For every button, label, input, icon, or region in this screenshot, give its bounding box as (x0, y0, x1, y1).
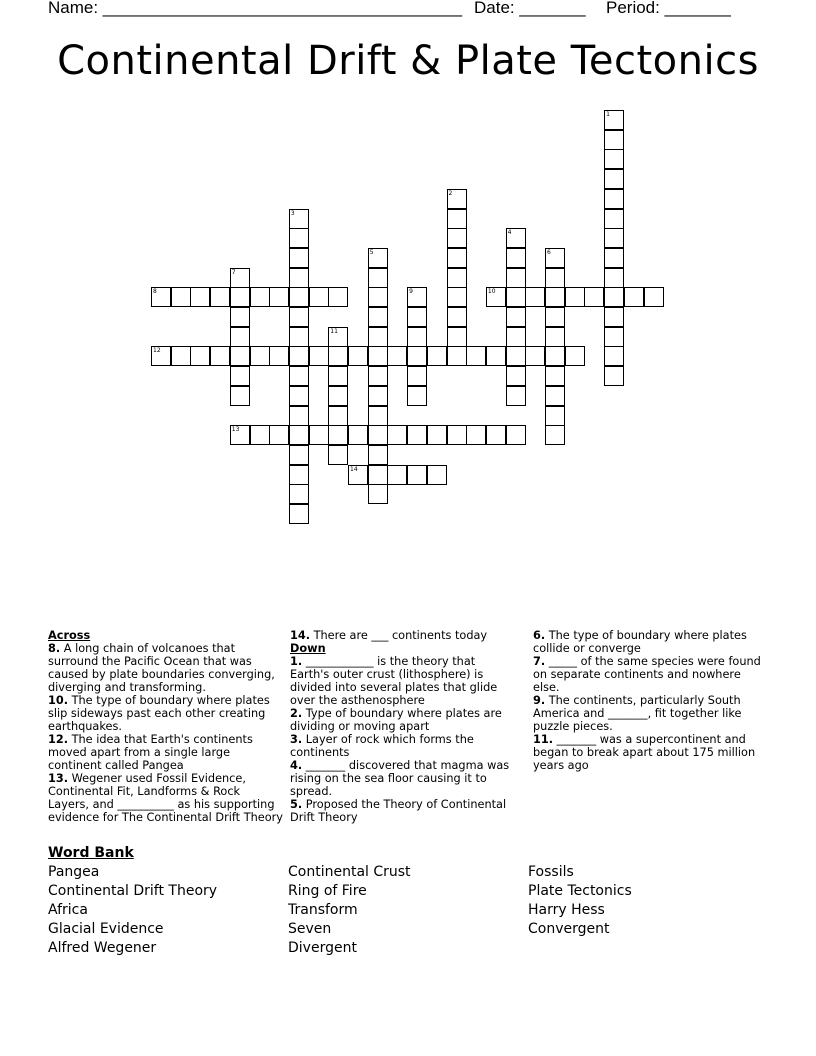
crossword-cell[interactable] (348, 425, 368, 445)
crossword-cell[interactable] (250, 425, 270, 445)
crossword-cell[interactable] (289, 386, 309, 406)
clue-number: 14 (350, 465, 358, 473)
crossword-cell[interactable] (506, 386, 526, 406)
crossword-cell[interactable] (368, 425, 388, 445)
page-title: Continental Drift & Plate Tectonics (57, 38, 759, 84)
crossword-cell[interactable] (328, 386, 348, 406)
crossword-cell[interactable] (407, 366, 427, 386)
clue-down-9: 9. The continents, particularly South America and _______, fit together like puzzle pieces. (533, 694, 742, 733)
crossword-cell[interactable] (604, 189, 624, 209)
crossword-cell[interactable] (624, 287, 644, 307)
crossword-cell[interactable] (604, 149, 624, 169)
word-bank-heading: Word Bank (48, 845, 134, 861)
crossword-cell[interactable] (447, 228, 467, 248)
word-bank-column-2 (288, 863, 411, 958)
crossword-cell[interactable] (171, 287, 191, 307)
word-bank-item: Glacial Evidence (48, 921, 164, 937)
crossword-cell[interactable] (447, 287, 467, 307)
crossword-cell[interactable] (289, 504, 309, 524)
crossword-cell[interactable] (230, 346, 250, 366)
crossword-cell[interactable] (604, 307, 624, 327)
clue-number: 13 (231, 426, 240, 434)
crossword-cell[interactable] (545, 425, 565, 445)
crossword-cell[interactable] (486, 346, 506, 366)
word-bank-item: Alfred Wegener (48, 940, 157, 956)
clue-across-14: 14. There are ___ continents today (290, 629, 488, 642)
crossword-cell[interactable] (506, 228, 526, 248)
clue-number: 11 (330, 327, 338, 335)
crossword-cell[interactable] (407, 425, 427, 445)
word-bank-item: Africa (48, 902, 88, 918)
crossword-cell[interactable] (328, 445, 348, 465)
crossword-cell[interactable] (604, 366, 624, 386)
period-field[interactable]: Period: _______ (606, 0, 731, 17)
crossword-cell[interactable] (289, 248, 309, 268)
word-bank-item: Fossils (528, 864, 574, 880)
clue-number: 3 (290, 209, 295, 217)
crossword-cell[interactable] (368, 346, 388, 366)
crossword-cell[interactable] (565, 346, 585, 366)
crossword-cell[interactable] (466, 346, 486, 366)
crossword-cell[interactable] (328, 327, 348, 347)
crossword-cell[interactable] (407, 327, 427, 347)
clue-across-10: 10. The type of boundary where plates slip sideways past each other creating earthquakes. (48, 694, 270, 733)
clue-across-13: 13. Wegener used Fossil Evidence, Continental Fit, Landforms & Rock Layers, and __________ as his supporting evidence for The Continental Drift Theory (48, 772, 283, 824)
crossword-cell[interactable] (328, 406, 348, 426)
crossword-cell[interactable] (447, 327, 467, 347)
across-heading: Across (48, 629, 91, 642)
name-field[interactable]: Name: ______________________________________ (48, 0, 463, 17)
crossword-cell[interactable] (289, 465, 309, 485)
crossword-cell[interactable] (289, 327, 309, 347)
clue-down-4: 4. _______ discovered that magma was rising on the sea floor causing it to spread. (290, 759, 510, 798)
crossword-cell[interactable] (151, 287, 171, 307)
crossword-cell[interactable] (545, 406, 565, 426)
crossword-cell[interactable] (368, 465, 388, 485)
crossword-cell[interactable] (289, 445, 309, 465)
clue-across-12: 12. The idea that Earth's continents moved apart from a single large continent called Pangea (48, 733, 253, 772)
clue-number: 5 (369, 248, 374, 256)
crossword-cell[interactable] (427, 346, 447, 366)
crossword-cell[interactable] (604, 327, 624, 347)
crossword-cell[interactable] (447, 189, 467, 209)
crossword-cell[interactable] (289, 307, 309, 327)
crossword-cell[interactable] (309, 425, 329, 445)
down-heading: Down (290, 642, 326, 655)
crossword-cell[interactable] (545, 327, 565, 347)
crossword-cell[interactable] (545, 386, 565, 406)
crossword-cell[interactable] (368, 287, 388, 307)
crossword-cell[interactable] (486, 287, 506, 307)
crossword-cell[interactable] (190, 346, 210, 366)
crossword-cell[interactable] (506, 268, 526, 288)
crossword-cell[interactable] (565, 287, 585, 307)
crossword-cell[interactable] (604, 268, 624, 288)
crossword-cell[interactable] (506, 327, 526, 347)
clue-down-7: 7. _____ of the same species were found on separate continents and nowhere else. (533, 655, 761, 694)
crossword-cell[interactable] (604, 248, 624, 268)
crossword-cell[interactable] (289, 366, 309, 386)
word-bank-item: Transform (288, 902, 358, 918)
crossword-cell[interactable] (604, 110, 624, 130)
crossword-cell[interactable] (289, 209, 309, 229)
word-bank-item: Continental Crust (288, 864, 411, 880)
crossword-cell[interactable] (250, 346, 270, 366)
crossword-cell[interactable] (604, 228, 624, 248)
crossword-cell[interactable] (230, 327, 250, 347)
crossword-cell[interactable] (525, 346, 545, 366)
clues-column-2 (290, 629, 518, 824)
crossword-cell[interactable] (604, 346, 624, 366)
clue-down-6: 6. The type of boundary where plates collide or converge (533, 629, 747, 655)
crossword-cell[interactable] (230, 307, 250, 327)
crossword-cell[interactable] (407, 346, 427, 366)
crossword-cell[interactable] (250, 287, 270, 307)
crossword-cell[interactable] (525, 287, 545, 307)
crossword-cell[interactable] (644, 287, 664, 307)
crossword-cell[interactable] (447, 346, 467, 366)
crossword-cell[interactable] (328, 287, 348, 307)
crossword-cell[interactable] (545, 366, 565, 386)
clue-number: 12 (153, 347, 161, 355)
crossword-cell[interactable] (604, 209, 624, 229)
crossword-cell[interactable] (447, 268, 467, 288)
crossword-cell[interactable] (545, 307, 565, 327)
word-bank-item: Plate Tectonics (528, 883, 632, 899)
crossword-cell[interactable] (506, 287, 526, 307)
clue-down-11: 11. _______ was a supercontinent and began to break apart about 175 million years ago (533, 733, 756, 772)
clue-number: 9 (409, 288, 413, 296)
crossword-cell[interactable] (368, 484, 388, 504)
word-bank-item: Pangea (48, 864, 100, 880)
crossword-cell[interactable] (427, 425, 447, 445)
crossword-cell[interactable] (230, 268, 250, 288)
word-bank-item: Harry Hess (528, 902, 605, 918)
word-bank-column-3 (528, 863, 632, 939)
word-bank-item: Ring of Fire (288, 883, 367, 899)
crossword-cell[interactable] (427, 465, 447, 485)
crossword-cell[interactable] (328, 346, 348, 366)
crossword-cell[interactable] (289, 425, 309, 445)
crossword-cell[interactable] (506, 307, 526, 327)
crossword-cell[interactable] (368, 366, 388, 386)
crossword-cell[interactable] (230, 425, 250, 445)
crossword-cell[interactable] (447, 425, 467, 445)
crossword-cell[interactable] (289, 346, 309, 366)
crossword-cell[interactable] (447, 209, 467, 229)
crossword-cell[interactable] (545, 287, 565, 307)
crossword-cell[interactable] (407, 307, 427, 327)
crossword-cell[interactable] (230, 287, 250, 307)
crossword-cell[interactable] (151, 346, 171, 366)
word-bank-column-1 (48, 863, 217, 958)
crossword-cell[interactable] (447, 307, 467, 327)
clue-down-2: 2. Type of boundary where plates are dividing or moving apart (290, 707, 502, 733)
crossword-cell[interactable] (328, 366, 348, 386)
crossword-cell[interactable] (289, 268, 309, 288)
clues-column-3 (533, 629, 763, 772)
crossword-cell[interactable] (545, 268, 565, 288)
crossword-cell[interactable] (289, 287, 309, 307)
crossword-cell[interactable] (210, 287, 230, 307)
crossword-cell[interactable] (328, 425, 348, 445)
clue-number: 2 (448, 189, 453, 197)
clue-number: 10 (487, 288, 496, 296)
crossword-cell[interactable] (368, 248, 388, 268)
crossword-cell[interactable] (506, 425, 526, 445)
crossword-cell[interactable] (269, 287, 289, 307)
crossword-cell[interactable] (230, 386, 250, 406)
clue-number: 4 (507, 229, 512, 237)
clue-down-3: 3. Layer of rock which forms the continents (290, 733, 474, 759)
crossword-cell[interactable] (604, 287, 624, 307)
crossword-cell[interactable] (604, 130, 624, 150)
crossword-cell[interactable] (604, 169, 624, 189)
crossword-cell[interactable] (584, 287, 604, 307)
crossword-cell[interactable] (190, 287, 210, 307)
crossword-cell[interactable] (348, 465, 368, 485)
crossword-cell[interactable] (289, 406, 309, 426)
crossword-cell[interactable] (545, 248, 565, 268)
crossword-cell[interactable] (387, 346, 407, 366)
crossword-cell[interactable] (407, 287, 427, 307)
crossword-cell[interactable] (289, 228, 309, 248)
crossword-cell[interactable] (309, 346, 329, 366)
crossword-cell[interactable] (368, 386, 388, 406)
crossword-cell[interactable] (368, 268, 388, 288)
crossword-cell[interactable] (348, 346, 368, 366)
crossword-cell[interactable] (387, 425, 407, 445)
crossword-cell[interactable] (447, 248, 467, 268)
crossword-cell[interactable] (368, 327, 388, 347)
word-bank-item: Seven (288, 921, 332, 937)
crossword-cell[interactable] (368, 307, 388, 327)
crossword-cell[interactable] (171, 346, 191, 366)
crossword-cell[interactable] (289, 484, 309, 504)
crossword-cell[interactable] (486, 425, 506, 445)
word-bank-item: Divergent (288, 940, 357, 956)
crossword-cell[interactable] (506, 346, 526, 366)
crossword-cell[interactable] (506, 366, 526, 386)
clue-down-5: 5. Proposed the Theory of Continental Drift Theory (290, 798, 507, 824)
crossword-cell[interactable] (269, 425, 289, 445)
crossword-cell[interactable] (230, 366, 250, 386)
crossword-cell[interactable] (368, 406, 388, 426)
crossword-cell[interactable] (466, 425, 486, 445)
crossword-cell[interactable] (545, 346, 565, 366)
date-field[interactable]: Date: _______ (474, 0, 586, 17)
crossword-cell[interactable] (407, 465, 427, 485)
word-bank-item: Convergent (528, 921, 610, 937)
clue-down-1: 1. ____________ is the theory that Earth's outer crust (lithosphere) is divided into several plates that glide over the asthenosphere (290, 655, 498, 707)
crossword-cell[interactable] (506, 248, 526, 268)
crossword-cell[interactable] (269, 346, 289, 366)
clues-column-1 (48, 629, 284, 824)
word-bank-item: Continental Drift Theory (48, 883, 218, 899)
clue-number: 1 (606, 111, 610, 118)
crossword-cell[interactable] (210, 346, 230, 366)
clue-number: 6 (547, 248, 551, 256)
clue-number: 8 (153, 288, 157, 296)
crossword-cell[interactable] (368, 445, 388, 465)
clue-across-8: 8. A long chain of volcanoes that surround the Pacific Ocean that was caused by plate boundaries converging, diverging and transforming. (48, 642, 275, 694)
crossword-cell[interactable] (407, 386, 427, 406)
crossword-cell[interactable] (387, 465, 407, 485)
crossword-cell[interactable] (309, 287, 329, 307)
clue-number: 7 (231, 268, 236, 276)
